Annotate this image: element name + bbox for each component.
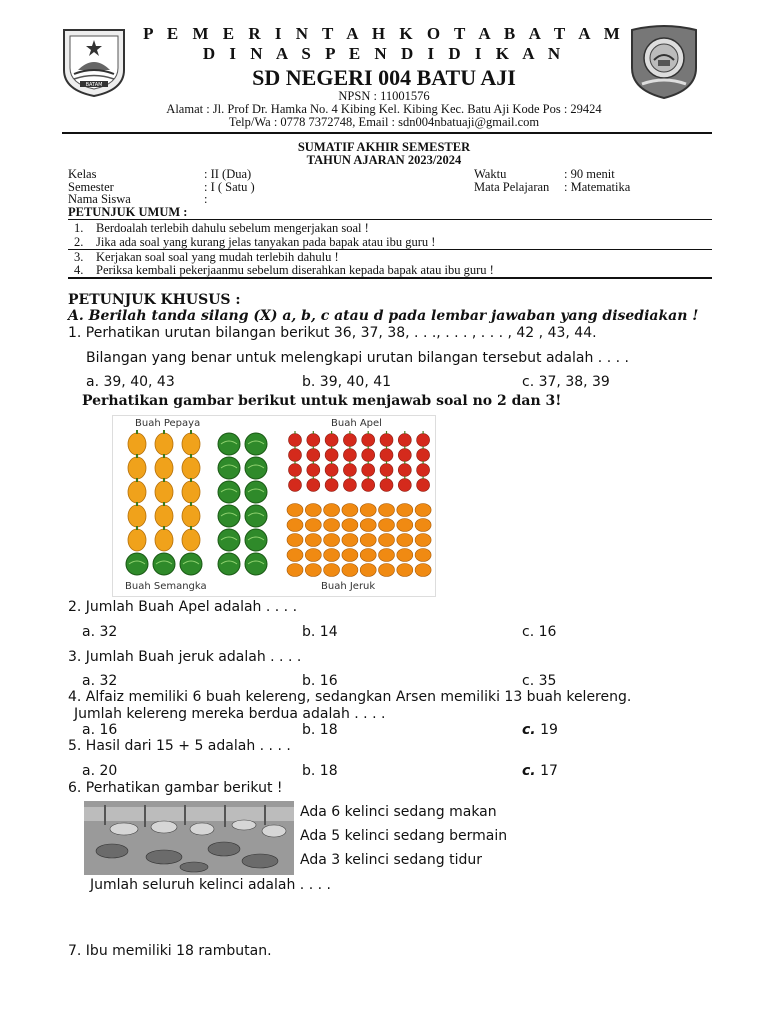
school-name: SD NEGERI 004 BATU AJI xyxy=(252,65,516,90)
apple-stem xyxy=(313,476,314,479)
apple-stem xyxy=(313,431,314,434)
question-6-stem: Jumlah seluruh kelinci adalah . . . . xyxy=(90,877,331,893)
orange xyxy=(360,549,376,562)
orange xyxy=(379,519,395,532)
apple-stem xyxy=(313,446,314,449)
orange xyxy=(379,504,395,517)
question-1: 1. Perhatikan urutan bilangan berikut 36, 37, 38, . . ., . . . , . . . , 42 , 43, 44. xyxy=(68,325,597,341)
question-4-stem: Jumlah kelereng mereka berdua adalah . . . . xyxy=(74,706,386,722)
apple-stem xyxy=(331,461,332,464)
question-1-stem: Bilangan yang benar untuk melengkapi urutan bilangan tersebut adalah . . . . xyxy=(86,350,629,366)
orange xyxy=(415,549,431,562)
orange xyxy=(287,534,303,547)
q4-option-a: a. 16 xyxy=(82,722,118,738)
apple xyxy=(362,479,375,492)
rule-2: Jika ada soal yang kurang jelas tanyakan pada bapak atau ibu guru ! xyxy=(96,235,436,249)
apple-stem xyxy=(404,446,405,449)
apple-stem xyxy=(294,431,295,434)
orange xyxy=(342,549,358,562)
apple xyxy=(289,434,302,447)
papaya-stem xyxy=(163,502,165,506)
papaya-stem xyxy=(136,478,138,482)
apple-stem xyxy=(368,446,369,449)
apple xyxy=(325,449,338,462)
papaya-stem xyxy=(163,430,165,434)
apple xyxy=(325,479,338,492)
q2-option-c: c. 16 xyxy=(522,624,557,640)
header-divider xyxy=(62,132,712,134)
apple xyxy=(380,479,393,492)
apple xyxy=(343,434,356,447)
apple xyxy=(307,464,320,477)
orange xyxy=(287,564,303,577)
label-semangka: Buah Semangka xyxy=(125,581,207,592)
papaya-fruit xyxy=(155,433,173,455)
petunjuk-khusus-title: PETUNJUK KHUSUS : xyxy=(68,292,241,308)
orange xyxy=(360,564,376,577)
apple xyxy=(343,449,356,462)
question-3: 3. Jumlah Buah jeruk adalah . . . . xyxy=(68,649,302,665)
question-5: 5. Hasil dari 15 + 5 adalah . . . . xyxy=(68,738,291,754)
q5-option-c-value: 17 xyxy=(535,763,558,779)
papaya-stem xyxy=(190,454,192,458)
apple xyxy=(417,479,430,492)
apple xyxy=(398,464,411,477)
rule-num-3: 3. xyxy=(74,250,84,264)
orange xyxy=(415,504,431,517)
exam-year: TAHUN AJARAN 2023/2024 xyxy=(306,153,462,167)
apple-stem xyxy=(349,431,350,434)
apple xyxy=(289,449,302,462)
apple xyxy=(417,464,430,477)
rule-3: Kerjakan soal soal yang mudah terlebih dahulu ! xyxy=(96,250,339,264)
header-government: P E M E R I N T A H K O T A B A T A M xyxy=(143,24,625,43)
apple-stem xyxy=(386,476,387,479)
apple-stem xyxy=(368,431,369,434)
petunjuk-khusus-instruction: A. Berilah tanda silang (X) a, b, c atau d pada lembar jawaban yang disediakan ! xyxy=(68,308,699,324)
orange xyxy=(305,504,321,517)
kelas-value: : II (Dua) xyxy=(204,167,252,181)
apple-stem xyxy=(294,461,295,464)
q3-option-a: a. 32 xyxy=(82,673,118,689)
q3-option-b: b. 16 xyxy=(302,673,338,689)
papaya-stem xyxy=(190,526,192,530)
rule-4: Periksa kembali pekerjaanmu sebelum diserahkan kepada bapak atau ibu guru ! xyxy=(96,263,494,277)
orange xyxy=(305,564,321,577)
question-6: 6. Perhatikan gambar berikut ! xyxy=(68,780,283,796)
label-apel: Buah Apel xyxy=(331,418,382,429)
papaya-stem xyxy=(136,430,138,434)
apple-stem xyxy=(331,431,332,434)
apple-stem xyxy=(368,476,369,479)
question-4: 4. Alfaiz memiliki 6 buah kelereng, sedangkan Arsen memiliki 13 buah kelereng. xyxy=(68,689,632,705)
orange xyxy=(397,534,413,547)
rabbit-sleeping: Ada 3 kelinci sedang tidur xyxy=(300,852,482,868)
q4-option-c-value: 19 xyxy=(535,722,558,738)
apple-stem xyxy=(349,446,350,449)
q2-option-b: b. 14 xyxy=(302,624,338,640)
papaya-stem xyxy=(136,454,138,458)
apple-stem xyxy=(349,476,350,479)
question-7: 7. Ibu memiliki 18 rambutan. xyxy=(68,943,272,959)
semester-value: : I ( Satu ) xyxy=(204,180,255,194)
q5-option-b: b. 18 xyxy=(302,763,338,779)
rabbit-playing: Ada 5 kelinci sedang bermain xyxy=(300,828,508,844)
rules-bottom-line xyxy=(68,277,712,279)
q2-option-a: a. 32 xyxy=(82,624,118,640)
orange xyxy=(287,549,303,562)
rule-num-4: 4. xyxy=(74,263,84,277)
apple xyxy=(289,479,302,492)
papaya-fruit xyxy=(128,433,146,455)
orange xyxy=(342,564,358,577)
orange xyxy=(324,504,340,517)
q1-option-c: c. 37, 38, 39 xyxy=(522,374,610,390)
apple xyxy=(380,464,393,477)
q1-option-b: b. 39, 40, 41 xyxy=(302,374,392,390)
mapel-value: : Matematika xyxy=(564,180,631,194)
rule-num-1: 1. xyxy=(74,221,84,235)
orange xyxy=(305,549,321,562)
school-contact: Telp/Wa : 0778 7372748, Email : sdn004nbatuaji@gmail.com xyxy=(228,115,540,129)
apple-stem xyxy=(368,461,369,464)
papaya-fruit xyxy=(128,529,146,551)
waktu-value: : 90 menit xyxy=(564,167,615,181)
rules-top-line xyxy=(68,219,712,220)
papaya-fruit xyxy=(182,433,200,455)
apple xyxy=(417,449,430,462)
papaya-fruit xyxy=(128,505,146,527)
q4-option-c xyxy=(522,722,558,738)
apple-stem xyxy=(331,476,332,479)
apple-stem xyxy=(423,431,424,434)
apple xyxy=(362,464,375,477)
apple-stem xyxy=(423,461,424,464)
apple-stem xyxy=(294,476,295,479)
papaya-stem xyxy=(136,502,138,506)
semester-label: Semester xyxy=(68,180,114,194)
papaya-stem xyxy=(163,478,165,482)
apple-stem xyxy=(404,476,405,479)
label-pepaya: Buah Pepaya xyxy=(135,418,201,429)
apple-stem xyxy=(386,461,387,464)
exam-title: SUMATIF AKHIR SEMESTER xyxy=(297,140,471,154)
kelas-label: Kelas xyxy=(68,167,97,181)
rabbit-image xyxy=(84,801,294,875)
papaya-fruit xyxy=(155,529,173,551)
nama-value: : xyxy=(204,192,208,206)
apple-stem xyxy=(386,431,387,434)
apple xyxy=(343,479,356,492)
svg-text:BATAM: BATAM xyxy=(85,82,103,88)
papaya-stem xyxy=(163,526,165,530)
orange xyxy=(360,519,376,532)
papaya-fruit xyxy=(182,457,200,479)
orange xyxy=(305,519,321,532)
orange xyxy=(324,564,340,577)
q1-option-a: a. 39, 40, 43 xyxy=(86,374,175,390)
fruit-grid xyxy=(113,416,435,596)
apple xyxy=(380,449,393,462)
rule-1: Berdoalah terlebih dahulu sebelum mengerjakan soal ! xyxy=(96,221,369,235)
apple xyxy=(417,434,430,447)
apple-stem xyxy=(423,476,424,479)
rabbit-eating: Ada 6 kelinci sedang makan xyxy=(300,804,497,820)
orange xyxy=(415,519,431,532)
orange xyxy=(287,519,303,532)
papaya-fruit xyxy=(155,481,173,503)
orange xyxy=(379,549,395,562)
apple xyxy=(343,464,356,477)
nama-label: Nama Siswa xyxy=(68,192,131,206)
apple xyxy=(307,479,320,492)
papaya-fruit xyxy=(155,457,173,479)
apple-stem xyxy=(423,446,424,449)
apple-stem xyxy=(331,446,332,449)
q5-option-c xyxy=(522,763,558,779)
q4-option-b: b. 18 xyxy=(302,722,338,738)
apple xyxy=(289,464,302,477)
apple-stem xyxy=(349,461,350,464)
apple-stem xyxy=(294,446,295,449)
orange xyxy=(324,519,340,532)
papaya-fruit xyxy=(182,481,200,503)
mapel-label: Mata Pelajaran xyxy=(474,180,550,194)
orange xyxy=(379,534,395,547)
apple-stem xyxy=(313,461,314,464)
apple-stem xyxy=(404,431,405,434)
apple-stem xyxy=(404,461,405,464)
papaya-fruit xyxy=(182,529,200,551)
npsn: NPSN : 11001576 xyxy=(338,89,430,103)
orange xyxy=(397,549,413,562)
orange xyxy=(342,519,358,532)
papaya-fruit xyxy=(128,481,146,503)
apple xyxy=(325,464,338,477)
orange xyxy=(360,534,376,547)
orange xyxy=(397,504,413,517)
papaya-stem xyxy=(190,502,192,506)
orange xyxy=(324,549,340,562)
apple xyxy=(362,434,375,447)
apple xyxy=(307,434,320,447)
q4-option-c-letter: c. xyxy=(522,722,536,738)
q5-option-c-letter: c. xyxy=(522,763,536,779)
question-2: 2. Jumlah Buah Apel adalah . . . . xyxy=(68,599,298,615)
apple-stem xyxy=(386,446,387,449)
apple xyxy=(398,434,411,447)
q3-option-c: c. 35 xyxy=(522,673,557,689)
header-agency: D I N A S P E N D I D I K A N xyxy=(202,44,566,63)
image-intro: Perhatikan gambar berikut untuk menjawab soal no 2 dan 3! xyxy=(82,393,562,409)
label-jeruk: Buah Jeruk xyxy=(321,581,376,592)
papaya-stem xyxy=(163,454,165,458)
apple xyxy=(307,449,320,462)
orange xyxy=(360,504,376,517)
papaya-stem xyxy=(190,478,192,482)
papaya-stem xyxy=(136,526,138,530)
apple xyxy=(398,449,411,462)
orange xyxy=(379,564,395,577)
apple xyxy=(380,434,393,447)
papaya-stem xyxy=(190,430,192,434)
orange xyxy=(305,534,321,547)
orange xyxy=(397,564,413,577)
papaya-fruit xyxy=(182,505,200,527)
school-address: Alamat : Jl. Prof Dr. Hamka No. 4 Kibing Kel. Kibing Kec. Batu Aji Kode Pos : 29424 xyxy=(166,102,602,116)
q5-option-a: a. 20 xyxy=(82,763,118,779)
orange xyxy=(415,564,431,577)
orange xyxy=(342,504,358,517)
fruit-image xyxy=(112,415,436,597)
apple xyxy=(398,479,411,492)
orange xyxy=(287,504,303,517)
apple xyxy=(362,449,375,462)
petunjuk-umum-title: PETUNJUK UMUM : xyxy=(68,205,188,219)
orange xyxy=(342,534,358,547)
papaya-fruit xyxy=(128,457,146,479)
papaya-fruit xyxy=(155,505,173,527)
orange xyxy=(324,534,340,547)
rule-num-2: 2. xyxy=(74,235,84,249)
orange xyxy=(397,519,413,532)
apple xyxy=(325,434,338,447)
orange xyxy=(415,534,431,547)
waktu-label: Waktu xyxy=(474,167,507,181)
